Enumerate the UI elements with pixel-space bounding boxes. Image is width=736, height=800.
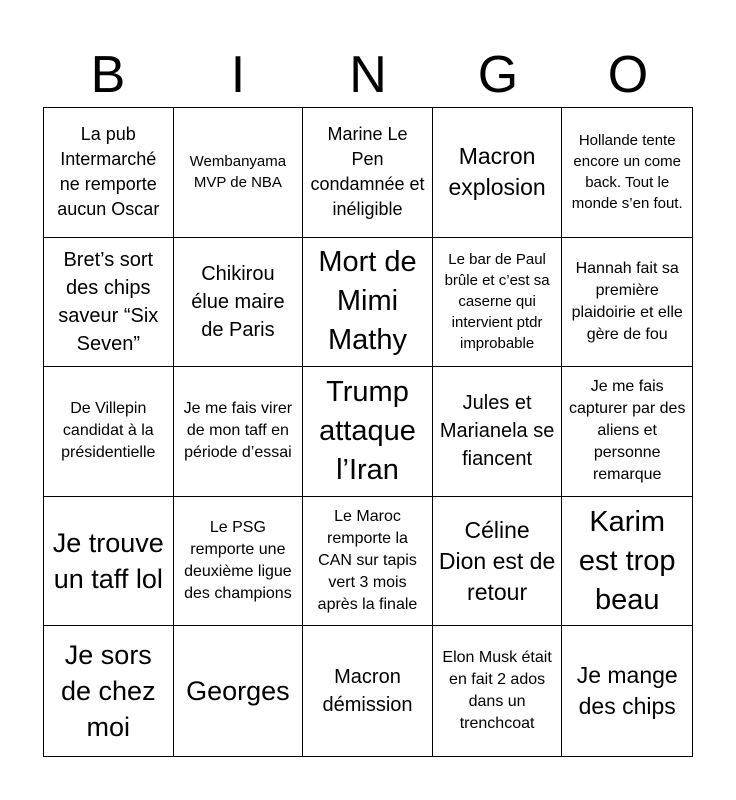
bingo-cell-r1-c5[interactable] xyxy=(562,108,692,238)
cell-text: Le Maroc remporte la CAN sur tapis vert 3 mois après la finale xyxy=(317,508,418,614)
header-letter-o: O xyxy=(607,46,649,104)
cell-text: Marine Le Pen condamnée et inéligible xyxy=(310,124,425,220)
cell-text: Je trouve un taff lol xyxy=(52,528,164,595)
bingo-cell-r2-c1[interactable] xyxy=(44,238,174,368)
bingo-cell-r4-c4[interactable] xyxy=(433,497,563,627)
cell-text: Céline Dion est de retour xyxy=(438,516,556,605)
cell-text: Chikirou élue maire de Paris xyxy=(191,262,285,341)
cell-text: Georges xyxy=(186,676,290,707)
cell-text: Le bar de Paul brûle et c’est sa caserne qui intervient ptdr improbable xyxy=(444,251,550,353)
cell-text: Je me fais capturer par des aliens et personne remarque xyxy=(568,378,686,484)
header-letter-b: B xyxy=(90,46,126,104)
bingo-cell-r3-c5[interactable] xyxy=(562,367,692,497)
bingo-grid xyxy=(43,107,693,757)
header-letter-i: I xyxy=(230,46,246,104)
header-letter-g: G xyxy=(477,46,519,104)
bingo-cell-r5-c3[interactable] xyxy=(303,626,433,756)
cell-text: Je me fais virer de mon taff en période d’essai xyxy=(183,400,293,462)
cell-text: Mort de Mimi Mathy xyxy=(318,246,417,357)
bingo-cell-r3-c1[interactable] xyxy=(44,367,174,497)
bingo-cell-r1-c4[interactable] xyxy=(433,108,563,238)
cell-text: Hollande tente encore un come back. Tout le monde s’en fout. xyxy=(571,132,683,213)
cell-text: Bret’s sort des chips saveur “Six Seven” xyxy=(58,248,159,355)
bingo-cell-r2-c4[interactable] xyxy=(433,238,563,368)
cell-text: Macron démission xyxy=(322,666,413,717)
bingo-cell-r2-c2[interactable] xyxy=(174,238,304,368)
bingo-cell-r4-c1[interactable] xyxy=(44,497,174,627)
bingo-cell-r1-c2[interactable] xyxy=(174,108,304,238)
bingo-cell-r5-c1[interactable] xyxy=(44,626,174,756)
bingo-cell-r5-c5[interactable] xyxy=(562,626,692,756)
bingo-cell-r2-c5[interactable] xyxy=(562,238,692,368)
bingo-cell-r3-c3[interactable] xyxy=(303,367,433,497)
bingo-cell-r2-c3[interactable] xyxy=(303,238,433,368)
bingo-cell-r5-c2[interactable] xyxy=(174,626,304,756)
cell-text: De Villepin candidat à la présidentielle xyxy=(61,400,156,462)
bingo-cell-r3-c2[interactable] xyxy=(174,367,304,497)
bingo-header xyxy=(43,44,693,106)
cell-text: La pub Intermarché ne remporte aucun Oscar xyxy=(57,124,160,220)
bingo-cell-r1-c3[interactable] xyxy=(303,108,433,238)
bingo-cell-r3-c4[interactable] xyxy=(433,367,563,497)
cell-text: Karim est trop beau xyxy=(578,505,676,616)
cell-text: Je mange des chips xyxy=(576,662,678,720)
cell-text: Je sors de chez moi xyxy=(61,640,156,743)
bingo-cell-r4-c2[interactable] xyxy=(174,497,304,627)
cell-text: Jules et Marianela se fiancent xyxy=(439,392,555,471)
cell-text: Hannah fait sa première plaidoirie et elle gère de fou xyxy=(571,259,683,343)
bingo-cell-r1-c1[interactable] xyxy=(44,108,174,238)
bingo-cell-r5-c4[interactable] xyxy=(433,626,563,756)
cell-text: Trump attaque l’Iran xyxy=(319,375,416,486)
header-letter-n: N xyxy=(349,46,387,104)
bingo-cell-r4-c3[interactable] xyxy=(303,497,433,627)
cell-text: Elon Musk était en fait 2 ados dans un trenchcoat xyxy=(442,649,552,733)
cell-text: Le PSG remporte une deuxième ligue des champions xyxy=(184,519,292,603)
cell-text: Macron explosion xyxy=(448,143,546,201)
bingo-cell-r4-c5[interactable] xyxy=(562,497,692,627)
cell-text: Wembanyama MVP de NBA xyxy=(189,153,287,192)
